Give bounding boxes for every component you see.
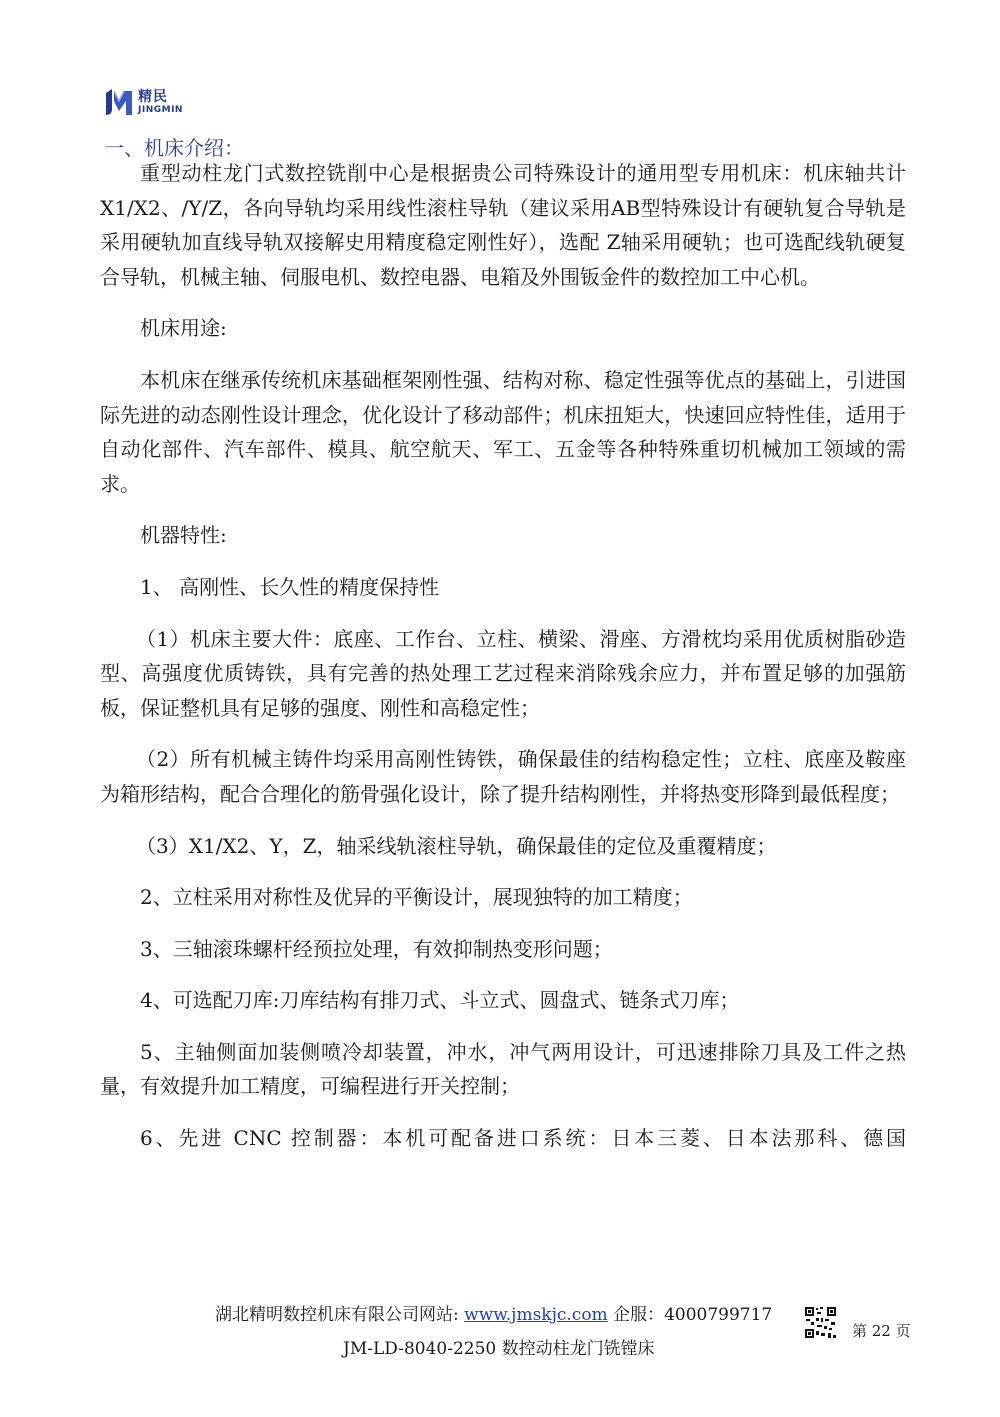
paragraph-features-title: 机器特性: (140, 523, 227, 548)
paragraph-usage-title: 机床用途: (140, 316, 227, 341)
section-heading: 一、机床介绍： (104, 136, 244, 160)
page-number: 第 22 页 (852, 1322, 911, 1340)
company-logo (104, 86, 183, 118)
paragraph-feature-3: 3、三轴滚珠螺杆经预拉处理，有效抑制热变形问题； (140, 936, 613, 961)
footer-model: JM-LD-8040-2250 数控动柱龙门铣镗床 (343, 1339, 655, 1359)
footer-company: 湖北精明数控机床有限公司网站: (215, 1305, 459, 1325)
paragraph-feature-5: 5、主轴侧面加装侧喷冷却装置，冲水，冲气两用设计，可迅速排除刀具及工件之热量，有效提升加工精度，可编程进行开关控制； (100, 1039, 906, 1099)
document-body (100, 156, 906, 1156)
footer-service: 企服：4000799717 (613, 1305, 773, 1325)
paragraph-usage: 本机床在继承传统机床基础框架刚性强、结构对称、稳定性强等优点的基础上，引进国际先进的动态刚性设计理念，优化设计了移动部件；机床扭矩大，快速回应特性佳，适用于自动化部件、汽车部件、模具、航空航天、军工、五金等各种特殊重切机械加工领域的需求。 (100, 367, 906, 496)
logo-cn-text: 精民 (138, 88, 168, 105)
paragraph-intro: 重型动柱龙门式数控铣削中心是根据贵公司特殊设计的通用型专用机床：机床轴共计 X1/X2、/Y/Z，各向导轨均采用线性滚柱导轨（建议采用AB型特殊设计有硬轨复合导轨是采用硬轨加直线导轨双接解史用精度稳定刚性好），选配 Z轴采用硬轨；也可选配线轨硬复合导轨，机械主轴、伺服电机、数控电器、电箱及外围钣金件的数控加工中心机。 (100, 161, 906, 289)
paragraph-feature-1-3: （3）X1/X2、Y，Z，轴采线轨滚柱导轨，确保最佳的定位及重覆精度； (136, 833, 777, 858)
footer-contact (215, 1300, 772, 1325)
page-footer (0, 1300, 1000, 1370)
paragraph-feature-6: 6、先进 CNC 控制器：本机可配备进口系统：日本三菱、日本法那科、德国 (140, 1126, 906, 1151)
footer-website-link[interactable]: www.jmskjc.com (464, 1305, 608, 1325)
jingmin-logo-icon (104, 87, 134, 117)
paragraph-feature-1-2: （2）所有机械主铸件均采用高刚性铸铁，确保最佳的结构稳定性；立柱、底座及鞍座为箱形结构，配合合理化的筋骨强化设计，除了提升结构刚性，并将热变形降到最低程度； (100, 747, 906, 806)
logo-en-text: JINGMIN (138, 104, 183, 115)
paragraph-feature-2: 2、立柱采用对称性及优异的平衡设计，展现独特的加工精度； (140, 885, 693, 910)
qr-code-icon[interactable] (804, 1306, 837, 1339)
paragraph-feature-1-1: （1）机床主要大件：底座、工作台、立柱、横梁、滑座、方滑枕均采用优质树脂砂造型、高强度优质铸铁，具有完善的热处理工艺过程来消除残余应力，并布置足够的加强筋板，保证整机具有足够的强度、刚性和高稳定性； (100, 626, 906, 720)
paragraph-feature-1: 1、 高刚性、长久性的精度保持性 (140, 574, 440, 599)
paragraph-feature-4: 4、可选配刀库:刀库结构有排刀式、斗立式、圆盘式、链条式刀库； (140, 988, 740, 1013)
